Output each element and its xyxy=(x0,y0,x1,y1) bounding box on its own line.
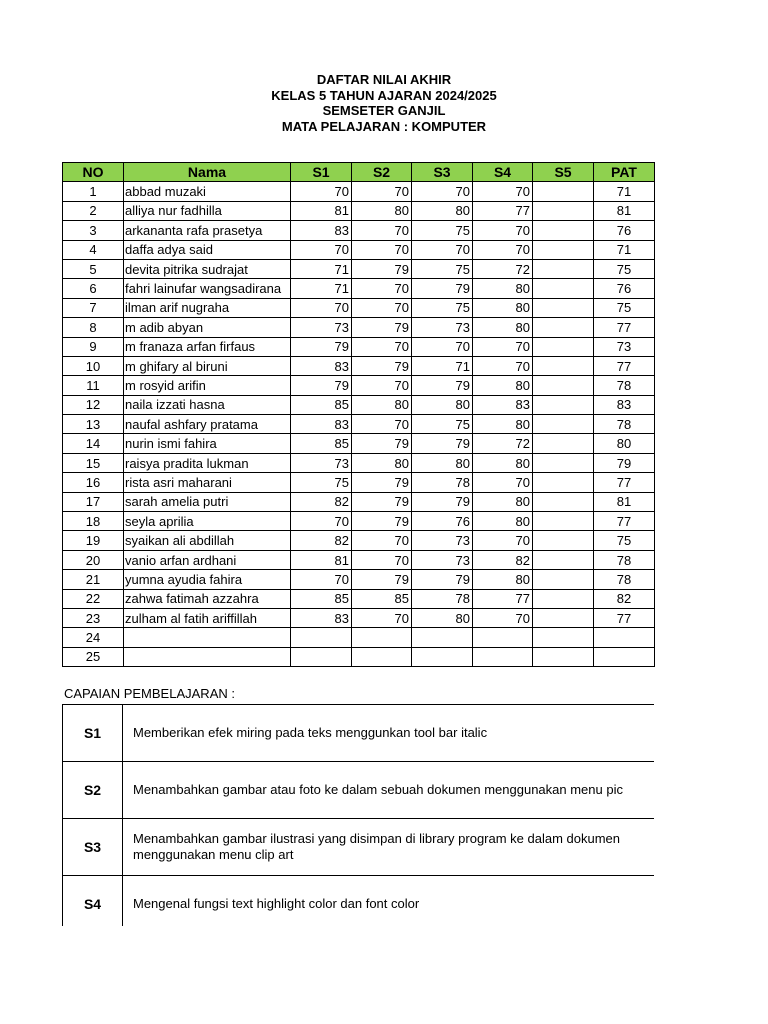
capaian-table-wrapper xyxy=(62,704,654,926)
cell-name: seyla aprilia xyxy=(124,512,291,531)
capaian-code: S4 xyxy=(63,876,123,927)
cell-s3: 79 xyxy=(412,492,473,511)
cell-s5 xyxy=(533,628,594,647)
cell-name: zahwa fatimah azzahra xyxy=(124,589,291,608)
cell-s2: 79 xyxy=(352,318,412,337)
cell-s4: 80 xyxy=(473,376,533,395)
cell-s5 xyxy=(533,337,594,356)
cell-s1: 83 xyxy=(291,221,352,240)
cell-s3: 70 xyxy=(412,337,473,356)
title-line-3: SEMSETER GANJIL xyxy=(322,103,446,118)
cell-s5 xyxy=(533,182,594,201)
cell-s1: 70 xyxy=(291,298,352,317)
cell-s2: 70 xyxy=(352,182,412,201)
cell-s5 xyxy=(533,415,594,434)
cell-name: syaikan ali abdillah xyxy=(124,531,291,550)
cell-name: daffa adya said xyxy=(124,240,291,259)
cell-name: devita pitrika sudrajat xyxy=(124,259,291,278)
cell-pat: 71 xyxy=(594,240,655,259)
title-line-1: DAFTAR NILAI AKHIR xyxy=(316,72,452,87)
cell-s5 xyxy=(533,434,594,453)
cell-s5 xyxy=(533,240,594,259)
cell-pat: 81 xyxy=(594,492,655,511)
cell-name: zulham al fatih ariffillah xyxy=(124,608,291,627)
cell-s1: 83 xyxy=(291,415,352,434)
cell-s1: 79 xyxy=(291,376,352,395)
table-row xyxy=(63,415,655,434)
cell-pat: 77 xyxy=(594,356,655,375)
cell-s5 xyxy=(533,356,594,375)
cell-s3: 79 xyxy=(412,279,473,298)
cell-no: 2 xyxy=(63,201,124,220)
cell-no: 16 xyxy=(63,473,124,492)
cell-s4: 80 xyxy=(473,492,533,511)
cell-s4: 83 xyxy=(473,395,533,414)
cell-s3: 70 xyxy=(412,240,473,259)
cell-pat: 81 xyxy=(594,201,655,220)
cell-s1: 70 xyxy=(291,512,352,531)
cell-no: 5 xyxy=(63,259,124,278)
capaian-description-line: Memberikan efek miring pada teks menggunkan tool bar italic xyxy=(133,725,488,740)
cell-name xyxy=(124,628,291,647)
table-row xyxy=(63,570,655,589)
cell-s5 xyxy=(533,550,594,569)
cell-no: 9 xyxy=(63,337,124,356)
table-row xyxy=(63,298,655,317)
capaian-row xyxy=(63,876,655,927)
cell-s1: 81 xyxy=(291,201,352,220)
cell-s2: 70 xyxy=(352,221,412,240)
cell-s5 xyxy=(533,298,594,317)
table-row xyxy=(63,647,655,666)
table-header-row xyxy=(63,163,655,182)
cell-s5 xyxy=(533,531,594,550)
cell-s1: 71 xyxy=(291,259,352,278)
cell-s4: 82 xyxy=(473,550,533,569)
cell-s2: 80 xyxy=(352,201,412,220)
cell-pat: 77 xyxy=(594,318,655,337)
cell-name: m adib abyan xyxy=(124,318,291,337)
cell-s2: 85 xyxy=(352,589,412,608)
cell-no: 12 xyxy=(63,395,124,414)
cell-s2: 79 xyxy=(352,473,412,492)
cell-s1: 70 xyxy=(291,182,352,201)
cell-no: 21 xyxy=(63,570,124,589)
cell-s4: 72 xyxy=(473,434,533,453)
col-header-nama: Nama xyxy=(124,163,291,182)
cell-s3: 73 xyxy=(412,531,473,550)
cell-s1: 82 xyxy=(291,492,352,511)
cell-s3: 80 xyxy=(412,608,473,627)
cell-name: naila izzati hasna xyxy=(124,395,291,414)
table-row xyxy=(63,395,655,414)
capaian-description xyxy=(123,705,655,762)
cell-s3: 78 xyxy=(412,473,473,492)
cell-s2: 79 xyxy=(352,512,412,531)
cell-no: 19 xyxy=(63,531,124,550)
capaian-row xyxy=(63,819,655,876)
cell-s1: 82 xyxy=(291,531,352,550)
cell-s1: 85 xyxy=(291,395,352,414)
cell-s4: 80 xyxy=(473,512,533,531)
cell-s2: 79 xyxy=(352,570,412,589)
cell-s2: 70 xyxy=(352,298,412,317)
cell-s4: 70 xyxy=(473,182,533,201)
cell-s4: 80 xyxy=(473,415,533,434)
cell-no: 3 xyxy=(63,221,124,240)
table-row xyxy=(63,240,655,259)
cell-pat: 78 xyxy=(594,570,655,589)
cell-s3: 79 xyxy=(412,376,473,395)
cell-s3: 75 xyxy=(412,221,473,240)
cell-s4: 80 xyxy=(473,279,533,298)
cell-s4: 72 xyxy=(473,259,533,278)
cell-s4: 70 xyxy=(473,337,533,356)
cell-s1: 70 xyxy=(291,240,352,259)
cell-no: 22 xyxy=(63,589,124,608)
cell-no: 20 xyxy=(63,550,124,569)
table-row xyxy=(63,279,655,298)
cell-pat: 77 xyxy=(594,473,655,492)
cell-name: rista asri maharani xyxy=(124,473,291,492)
cell-s4: 80 xyxy=(473,453,533,472)
col-header-s3: S3 xyxy=(412,163,473,182)
capaian-code: S1 xyxy=(63,705,123,762)
table-row xyxy=(63,550,655,569)
cell-s3: 71 xyxy=(412,356,473,375)
cell-s5 xyxy=(533,376,594,395)
cell-s2: 70 xyxy=(352,415,412,434)
cell-no: 1 xyxy=(63,182,124,201)
cell-s3: 75 xyxy=(412,415,473,434)
table-row xyxy=(63,589,655,608)
capaian-row xyxy=(63,762,655,819)
capaian-description xyxy=(123,762,655,819)
cell-name: sarah amelia putri xyxy=(124,492,291,511)
cell-s3: 80 xyxy=(412,395,473,414)
cell-s3: 75 xyxy=(412,259,473,278)
cell-s2: 70 xyxy=(352,531,412,550)
cell-s5 xyxy=(533,473,594,492)
document-title xyxy=(0,72,768,134)
cell-s2: 79 xyxy=(352,259,412,278)
cell-no: 6 xyxy=(63,279,124,298)
capaian-label: CAPAIAN PEMBELAJARAN : xyxy=(64,686,235,701)
cell-s3: 80 xyxy=(412,453,473,472)
table-row xyxy=(63,492,655,511)
cell-s2: 70 xyxy=(352,608,412,627)
table-row xyxy=(63,318,655,337)
cell-s1: 85 xyxy=(291,434,352,453)
cell-s2: 80 xyxy=(352,395,412,414)
cell-name: yumna ayudia fahira xyxy=(124,570,291,589)
cell-s1 xyxy=(291,647,352,666)
cell-name xyxy=(124,647,291,666)
cell-s2: 79 xyxy=(352,356,412,375)
cell-no: 24 xyxy=(63,628,124,647)
cell-s2: 80 xyxy=(352,453,412,472)
table-row xyxy=(63,628,655,647)
cell-name: naufal ashfary pratama xyxy=(124,415,291,434)
cell-s2: 79 xyxy=(352,492,412,511)
cell-s4: 80 xyxy=(473,318,533,337)
cell-pat: 78 xyxy=(594,376,655,395)
cell-s3 xyxy=(412,628,473,647)
cell-name: raisya pradita lukman xyxy=(124,453,291,472)
cell-s5 xyxy=(533,647,594,666)
cell-no: 4 xyxy=(63,240,124,259)
cell-s2: 70 xyxy=(352,376,412,395)
cell-s2: 70 xyxy=(352,240,412,259)
cell-s1: 71 xyxy=(291,279,352,298)
capaian-description-line: Menambahkan gambar ilustrasi yang disimpan di library program ke dalam dokumen xyxy=(133,831,621,846)
table-row xyxy=(63,473,655,492)
cell-s4: 70 xyxy=(473,221,533,240)
cell-pat xyxy=(594,628,655,647)
capaian-description-line: menggunakan menu clip art xyxy=(133,847,294,862)
cell-name: fahri lainufar wangsadirana xyxy=(124,279,291,298)
cell-no: 7 xyxy=(63,298,124,317)
table-row xyxy=(63,201,655,220)
cell-s2 xyxy=(352,647,412,666)
cell-name: ilman arif nugraha xyxy=(124,298,291,317)
cell-no: 15 xyxy=(63,453,124,472)
cell-pat: 73 xyxy=(594,337,655,356)
col-header-s4: S4 xyxy=(473,163,533,182)
capaian-row xyxy=(63,705,655,762)
cell-name: nurin ismi fahira xyxy=(124,434,291,453)
cell-s4: 70 xyxy=(473,531,533,550)
cell-s3: 73 xyxy=(412,318,473,337)
col-header-s1: S1 xyxy=(291,163,352,182)
capaian-description-line: Mengenal fungsi text highlight color dan font color xyxy=(133,896,420,911)
cell-s3: 78 xyxy=(412,589,473,608)
cell-s5 xyxy=(533,492,594,511)
cell-no: 10 xyxy=(63,356,124,375)
cell-s5 xyxy=(533,221,594,240)
table-row xyxy=(63,608,655,627)
cell-s4: 77 xyxy=(473,201,533,220)
cell-s1: 85 xyxy=(291,589,352,608)
cell-s3: 79 xyxy=(412,570,473,589)
capaian-table xyxy=(62,704,654,926)
cell-s1: 70 xyxy=(291,570,352,589)
cell-s3: 79 xyxy=(412,434,473,453)
cell-s5 xyxy=(533,589,594,608)
title-line-4: MATA PELAJARAN : KOMPUTER xyxy=(281,118,487,134)
cell-pat: 76 xyxy=(594,279,655,298)
cell-name: alliya nur fadhilla xyxy=(124,201,291,220)
cell-s2: 70 xyxy=(352,550,412,569)
cell-s5 xyxy=(533,395,594,414)
cell-no: 18 xyxy=(63,512,124,531)
cell-pat: 82 xyxy=(594,589,655,608)
title-line-2: KELAS 5 TAHUN AJARAN 2024/2025 xyxy=(271,87,497,103)
cell-s3: 80 xyxy=(412,201,473,220)
cell-pat xyxy=(594,647,655,666)
cell-pat: 83 xyxy=(594,395,655,414)
cell-no: 23 xyxy=(63,608,124,627)
cell-s1: 83 xyxy=(291,356,352,375)
cell-s4: 70 xyxy=(473,356,533,375)
col-header-no: NO xyxy=(63,163,124,182)
cell-no: 8 xyxy=(63,318,124,337)
cell-s1: 81 xyxy=(291,550,352,569)
cell-name: m rosyid arifin xyxy=(124,376,291,395)
cell-s4: 77 xyxy=(473,589,533,608)
col-header-s2: S2 xyxy=(352,163,412,182)
cell-s3: 76 xyxy=(412,512,473,531)
cell-s4 xyxy=(473,647,533,666)
cell-s1: 73 xyxy=(291,453,352,472)
cell-pat: 78 xyxy=(594,415,655,434)
cell-s3: 70 xyxy=(412,182,473,201)
cell-s1: 83 xyxy=(291,608,352,627)
cell-s2: 70 xyxy=(352,279,412,298)
cell-s1: 79 xyxy=(291,337,352,356)
capaian-description xyxy=(123,876,655,927)
cell-s5 xyxy=(533,512,594,531)
cell-s4 xyxy=(473,628,533,647)
cell-s4: 80 xyxy=(473,298,533,317)
table-row xyxy=(63,376,655,395)
cell-s3: 73 xyxy=(412,550,473,569)
table-row xyxy=(63,337,655,356)
cell-s5 xyxy=(533,201,594,220)
cell-s1: 75 xyxy=(291,473,352,492)
cell-pat: 79 xyxy=(594,453,655,472)
table-row xyxy=(63,453,655,472)
col-header-pat: PAT xyxy=(594,163,655,182)
cell-pat: 76 xyxy=(594,221,655,240)
capaian-code: S2 xyxy=(63,762,123,819)
cell-pat: 71 xyxy=(594,182,655,201)
cell-pat: 77 xyxy=(594,512,655,531)
cell-name: vanio arfan ardhani xyxy=(124,550,291,569)
cell-s3 xyxy=(412,647,473,666)
cell-name: arkananta rafa prasetya xyxy=(124,221,291,240)
table-row xyxy=(63,182,655,201)
cell-s5 xyxy=(533,453,594,472)
cell-no: 14 xyxy=(63,434,124,453)
table-row xyxy=(63,259,655,278)
table-row xyxy=(63,512,655,531)
table-row xyxy=(63,221,655,240)
cell-name: m franaza arfan firfaus xyxy=(124,337,291,356)
cell-s2: 70 xyxy=(352,337,412,356)
cell-s1 xyxy=(291,628,352,647)
cell-s4: 70 xyxy=(473,608,533,627)
col-header-s5: S5 xyxy=(533,163,594,182)
capaian-description xyxy=(123,819,655,876)
cell-s4: 70 xyxy=(473,240,533,259)
cell-pat: 77 xyxy=(594,608,655,627)
grades-table xyxy=(62,162,655,667)
cell-pat: 78 xyxy=(594,550,655,569)
table-row xyxy=(63,434,655,453)
cell-no: 11 xyxy=(63,376,124,395)
cell-s1: 73 xyxy=(291,318,352,337)
table-row xyxy=(63,531,655,550)
capaian-description-line: Menambahkan gambar atau foto ke dalam sebuah dokumen menggunakan menu pic xyxy=(133,782,623,797)
cell-pat: 75 xyxy=(594,531,655,550)
cell-s4: 80 xyxy=(473,570,533,589)
cell-s2: 79 xyxy=(352,434,412,453)
cell-s5 xyxy=(533,608,594,627)
cell-s5 xyxy=(533,259,594,278)
table-row xyxy=(63,356,655,375)
cell-name: m ghifary al biruni xyxy=(124,356,291,375)
cell-s4: 70 xyxy=(473,473,533,492)
cell-s3: 75 xyxy=(412,298,473,317)
cell-s5 xyxy=(533,318,594,337)
cell-s2 xyxy=(352,628,412,647)
cell-pat: 75 xyxy=(594,259,655,278)
cell-s5 xyxy=(533,279,594,298)
cell-s5 xyxy=(533,570,594,589)
capaian-code: S3 xyxy=(63,819,123,876)
cell-no: 25 xyxy=(63,647,124,666)
cell-pat: 75 xyxy=(594,298,655,317)
cell-no: 17 xyxy=(63,492,124,511)
cell-name: abbad muzaki xyxy=(124,182,291,201)
cell-pat: 80 xyxy=(594,434,655,453)
cell-no: 13 xyxy=(63,415,124,434)
